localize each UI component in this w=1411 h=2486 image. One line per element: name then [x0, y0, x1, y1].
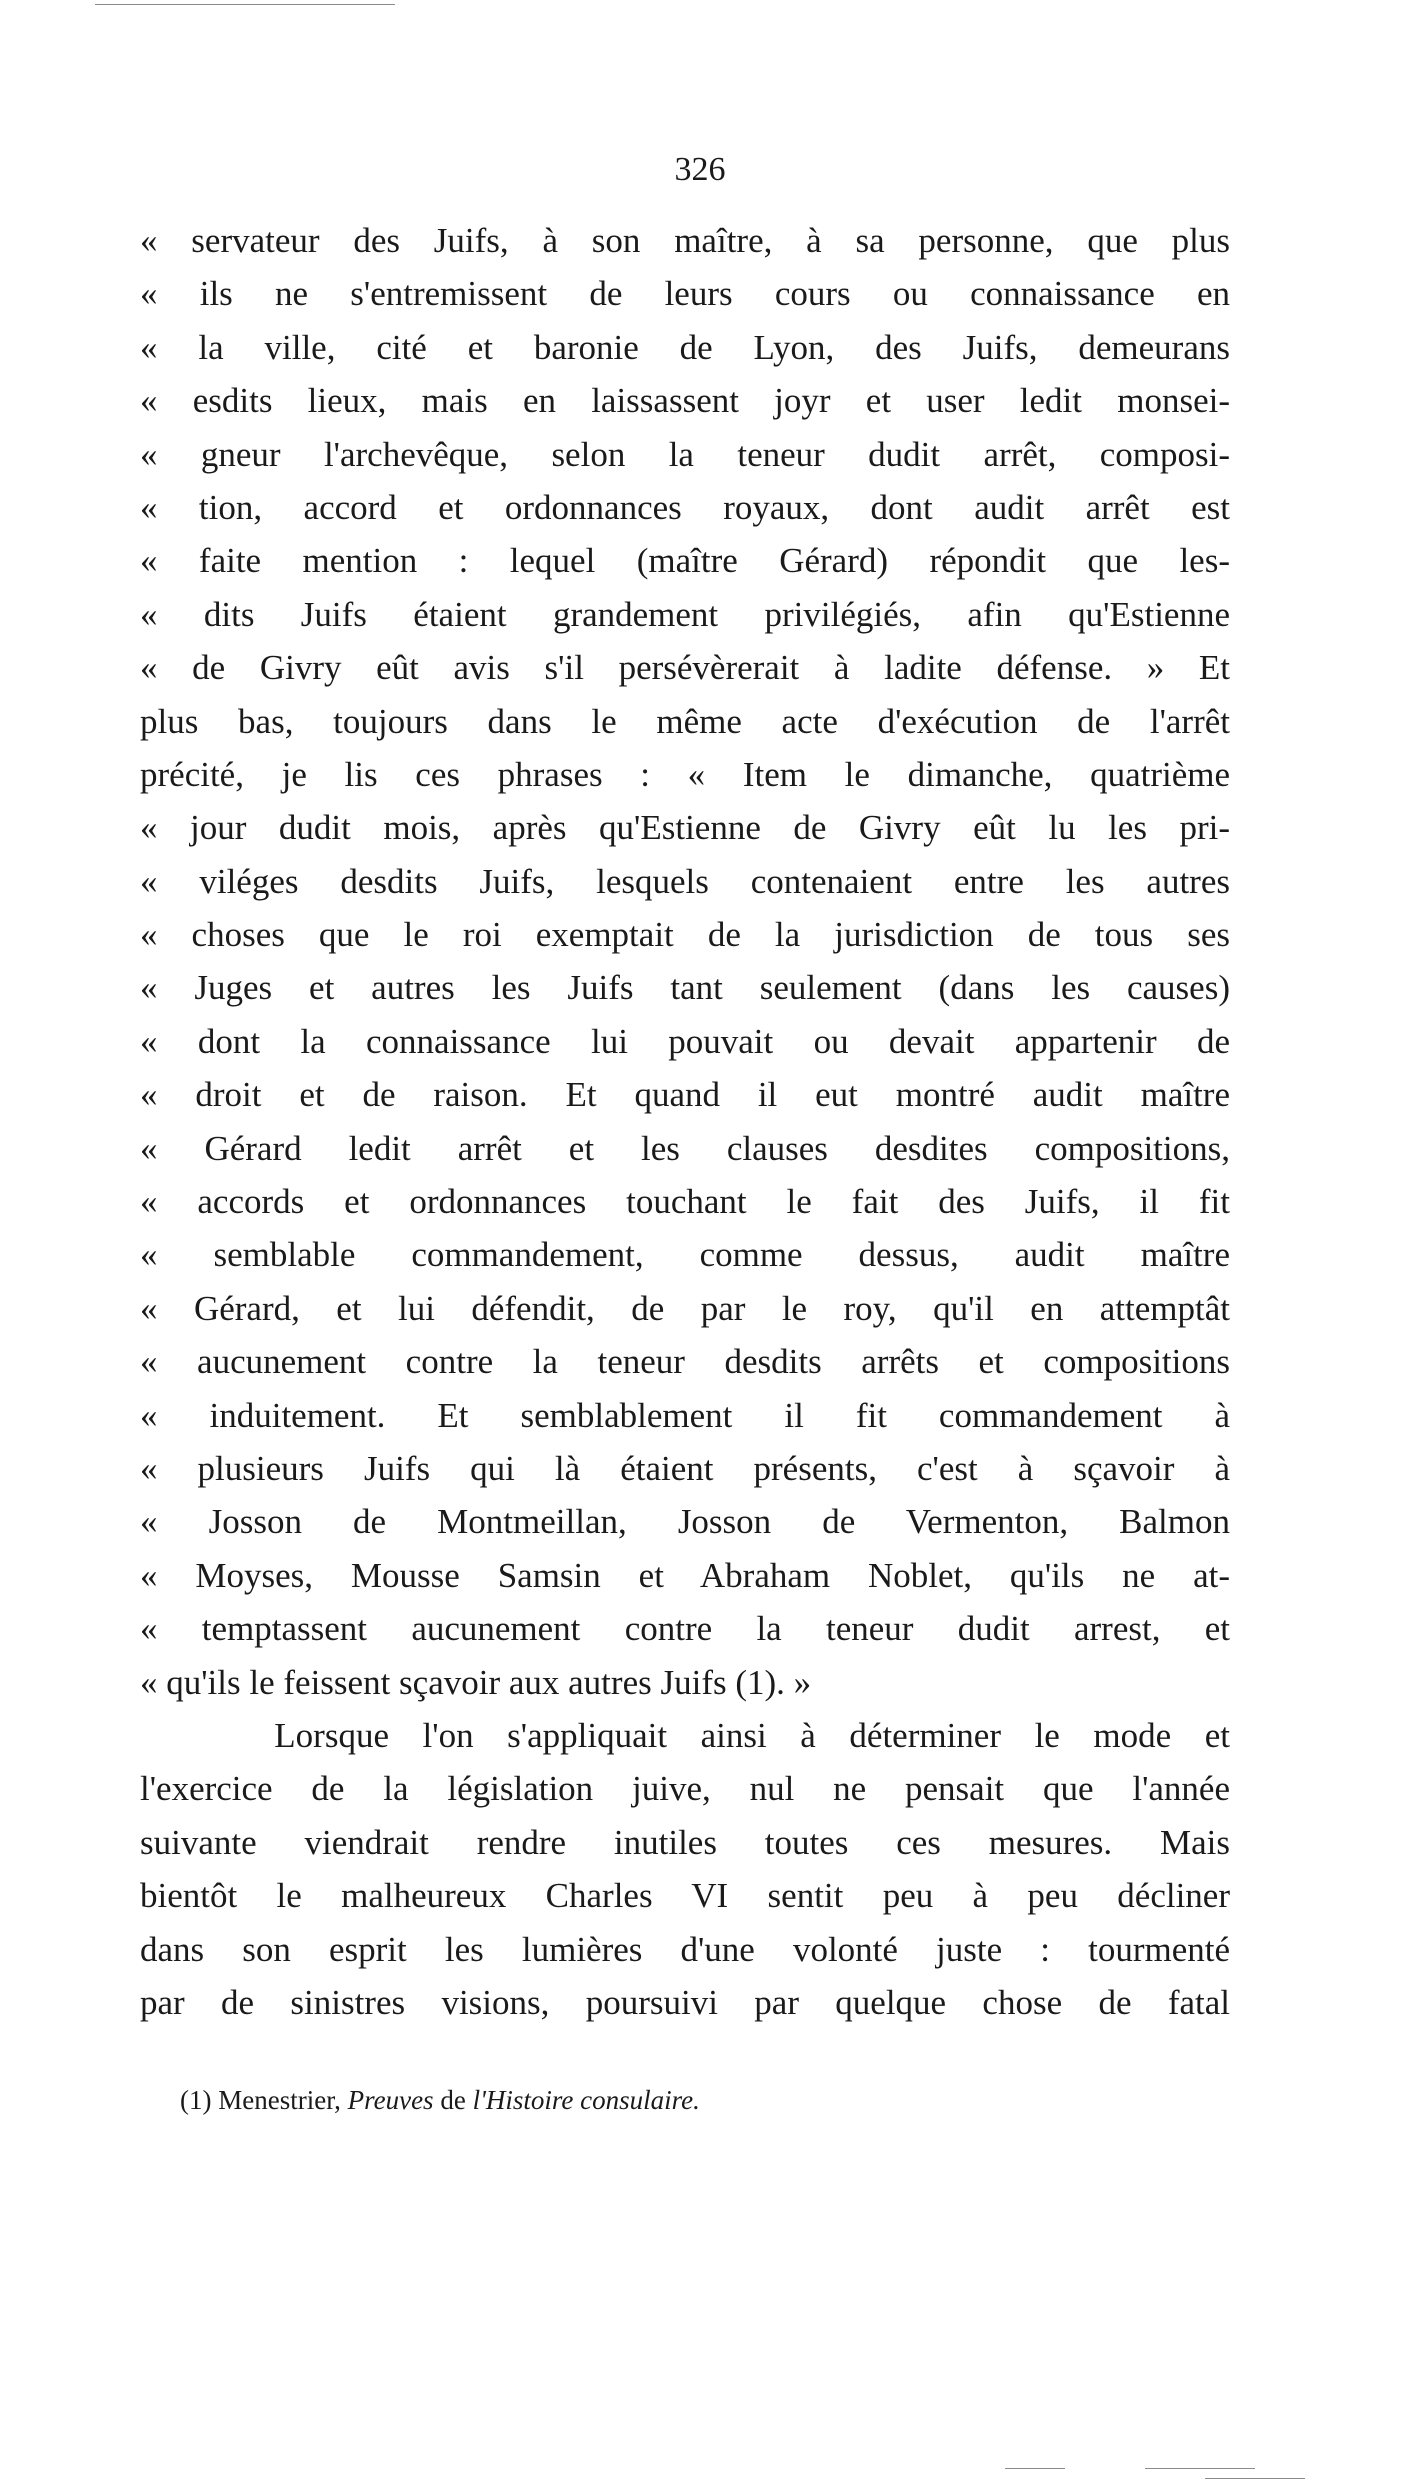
footnote-connector: de	[440, 2085, 466, 2115]
text-line: « jour dudit mois, après qu'Estienne de Givry eût lu les pri-	[140, 808, 1230, 848]
text-line: par de sinistres visions, poursuivi par quelque chose de fatal	[140, 1982, 1230, 2022]
text-line: plus bas, toujours dans le même acte d'exécution de l'arrêt	[140, 701, 1230, 741]
text-line: « accords et ordonnances touchant le fait des Juifs, il fit	[140, 1182, 1230, 1222]
scan-edge-bottom-right-2	[1145, 2468, 1255, 2469]
footnote-title-part2: l'Histoire consulaire.	[472, 2085, 700, 2115]
text-line: « droit et de raison. Et quand il eut montré audit maître	[140, 1075, 1230, 1115]
text-line-paragraph-start: Lorsque l'on s'appliquait ainsi à déterminer le mode et	[140, 1715, 1230, 1755]
scan-edge-top	[95, 4, 395, 5]
text-line: « semblable commandement, comme dessus, audit maître	[140, 1235, 1230, 1275]
text-line: dans son esprit les lumières d'une volonté juste : tourmenté	[140, 1929, 1230, 1969]
text-line: précité, je lis ces phrases : « Item le dimanche, quatrième	[140, 754, 1230, 794]
text-line: « tion, accord et ordonnances royaux, dont audit arrêt est	[140, 487, 1230, 527]
text-line: « viléges desdits Juifs, lesquels contenaient entre les autres	[140, 861, 1230, 901]
text-line: l'exercice de la législation juive, nul ne pensait que l'année	[140, 1769, 1230, 1809]
body-text	[140, 214, 1230, 2029]
text-line: suivante viendrait rendre inutiles toutes ces mesures. Mais	[140, 1822, 1230, 1862]
text-line: « choses que le roi exemptait de la jurisdiction de tous ses	[140, 915, 1230, 955]
text-line: « ils ne s'entremissent de leurs cours ou connaissance en	[140, 274, 1230, 314]
text-line: « Gérard, et lui défendit, de par le roy, qu'il en attemptât	[140, 1288, 1230, 1328]
text-line: « dont la connaissance lui pouvait ou devait appartenir de	[140, 1021, 1230, 1061]
text-line: « faite mention : lequel (maître Gérard) répondit que les-	[140, 541, 1230, 581]
text-line: bientôt le malheureux Charles VI sentit peu à peu décliner	[140, 1876, 1230, 1916]
text-line: « gneur l'archevêque, selon la teneur dudit arrêt, composi-	[140, 434, 1230, 474]
text-line-paragraph-end: « qu'ils le feissent sçavoir aux autres Juifs (1). »	[140, 1662, 812, 1702]
text-line: « temptassent aucunement contre la teneur dudit arrest, et	[140, 1609, 1230, 1649]
footnote-author: Menestrier,	[218, 2085, 341, 2115]
scan-edge-bottom-right-3	[1205, 2478, 1305, 2479]
text-line: « la ville, cité et baronie de Lyon, des Juifs, demeurans	[140, 327, 1230, 367]
text-line: « Josson de Montmeillan, Josson de Vermenton, Balmon	[140, 1502, 1230, 1542]
text-line: « Moyses, Mousse Samsin et Abraham Noblet, qu'ils ne at-	[140, 1555, 1230, 1595]
text-line: « aucunement contre la teneur desdits arrêts et compositions	[140, 1342, 1230, 1382]
page-number: 326	[674, 151, 726, 188]
text-line: « plusieurs Juifs qui là étaient présents, c'est à sçavoir à	[140, 1448, 1230, 1488]
text-line: « de Givry eût avis s'il persévèrerait à ladite défense. » Et	[140, 648, 1230, 688]
footnote	[180, 2082, 1230, 2118]
text-line: « induitement. Et semblablement il fit commandement à	[140, 1395, 1230, 1435]
text-line: « dits Juifs étaient grandement privilégiés, afin qu'Estienne	[140, 594, 1230, 634]
text-line: « esdits lieux, mais en laissassent joyr et user ledit monsei-	[140, 381, 1230, 421]
text-line: « Gérard ledit arrêt et les clauses desdites compositions,	[140, 1128, 1230, 1168]
footnote-marker: (1)	[180, 2085, 212, 2115]
footnote-title-part1: Preuves	[347, 2085, 434, 2115]
scan-edge-bottom-right-1	[1005, 2468, 1065, 2469]
text-line: « servateur des Juifs, à son maître, à sa personne, que plus	[140, 221, 1230, 260]
text-line: « Juges et autres les Juifs tant seulement (dans les causes)	[140, 968, 1230, 1008]
